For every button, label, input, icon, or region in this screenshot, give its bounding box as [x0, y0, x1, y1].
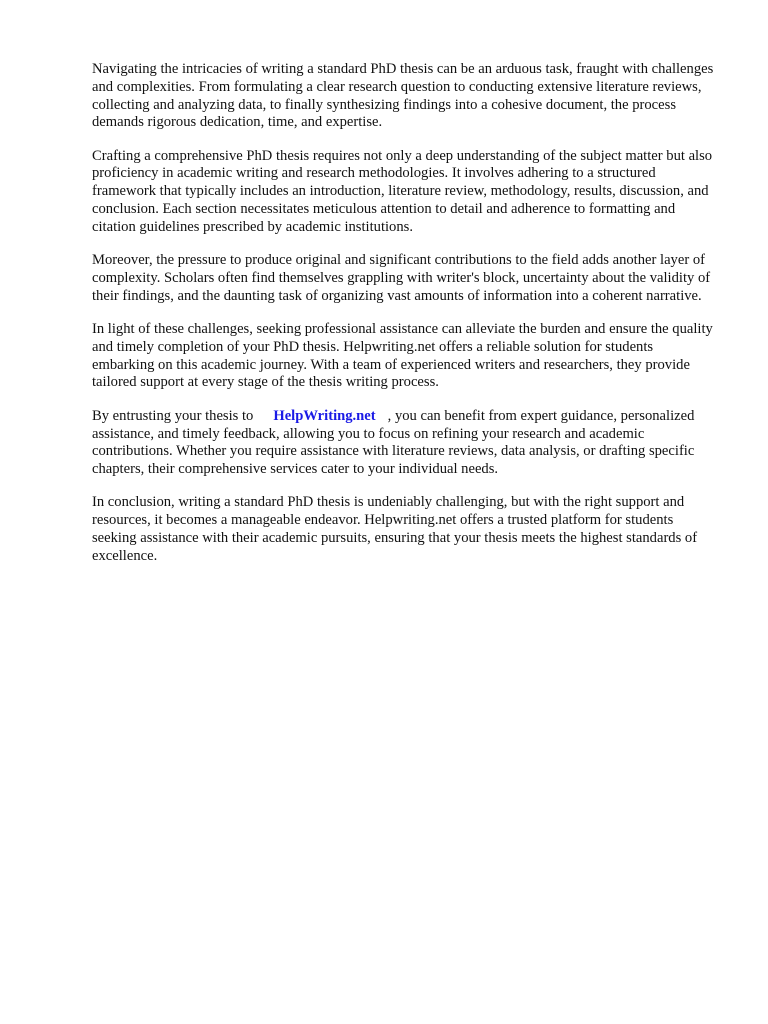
- document-body: [92, 61, 718, 581]
- paragraph-pressure: Moreover, the pressure to produce original and significant contributions to the field adds another layer of complexity. Scholars often find themselves grappling with writer's block, uncertainty about the validity of their findings, and the daunting task of organizing vast amounts of information into a coherent narrative.: [92, 252, 711, 304]
- paragraph-entrusting-lead: By entrusting your thesis to: [92, 407, 254, 424]
- paragraph-entrusting: [92, 408, 718, 479]
- paragraph-crafting: Crafting a comprehensive PhD thesis requires not only a deep understanding of the subject matter but also proficiency in academic writing and research methodologies. It involves adhering to a structured framework that typically includes an introduction, literature review, methodology, results, discussion, and conclusion. Each section necessitates meticulous attention to detail and adherence to formatting and citation guidelines prescribed by academic institutions.: [92, 147, 713, 235]
- paragraph-conclusion: In conclusion, writing a standard PhD thesis is undeniably challenging, but with the right support and resources, it becomes a manageable endeavor. Helpwriting.net offers a trusted platform for students seeking assistance with their academic pursuits, ensuring that your thesis meets the highest standards of excellence.: [92, 494, 698, 564]
- paragraph-entrusting-rest: , you can benefit from expert guidance, personalized assistance, and timely feedback, allowing you to focus on refining your research and academic contributions. Whether you require assistance with literature reviews, data analysis, or drafting specific chapters, their comprehensive services cater to your individual needs.: [92, 407, 695, 478]
- paragraph-assistance: In light of these challenges, seeking professional assistance can alleviate the burden and ensure the quality and timely completion of your PhD thesis. Helpwriting.net offers a reliable solution for students embarking on this academic journey. With a team of experienced writers and researchers, they provide tailored support at every stage of the thesis writing process.: [92, 321, 713, 391]
- helpwriting-link[interactable]: HelpWriting.net: [273, 407, 376, 424]
- paragraph-intro: Navigating the intricacies of writing a standard PhD thesis can be an arduous task, fraught with challenges and complexities. From formulating a clear research question to conducting extensive literature reviews, collecting and analyzing data, to finally synthesizing findings into a cohesive document, the process demands rigorous dedication, time, and expertise.: [92, 61, 714, 131]
